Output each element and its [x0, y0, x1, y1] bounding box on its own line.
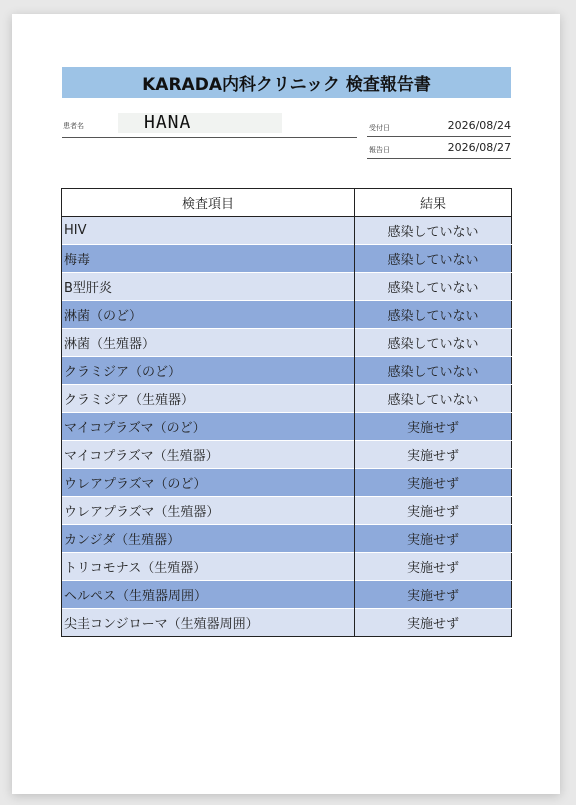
result-cell: 感染していない [355, 217, 512, 245]
result-cell: 感染していない [355, 301, 512, 329]
test-item-cell: 梅毒 [62, 245, 355, 273]
result-cell: 実施せず [355, 525, 512, 553]
test-item-cell: 淋菌（生殖器） [62, 329, 355, 357]
table-header-row [62, 189, 512, 217]
result-cell: 感染していない [355, 357, 512, 385]
header-result: 結果 [355, 189, 512, 217]
report-paper [12, 14, 560, 794]
table-row [62, 357, 512, 385]
test-item-cell: B型肝炎 [62, 273, 355, 301]
report-date-label: 報告日 [369, 146, 390, 154]
received-date-value: 2026/08/24 [447, 119, 511, 132]
result-cell: 感染していない [355, 245, 512, 273]
patient-name-label: 患者名 [63, 122, 84, 130]
test-item-cell: マイコプラズマ（のど） [62, 413, 355, 441]
patient-name-value: HANA [118, 113, 282, 133]
test-item-cell: HIV [62, 217, 355, 245]
test-item-cell: ヘルペス（生殖器周囲） [62, 581, 355, 609]
table-row [62, 273, 512, 301]
results-table [61, 188, 512, 637]
table-row [62, 441, 512, 469]
report-date-value: 2026/08/27 [447, 141, 511, 154]
test-item-cell: クラミジア（生殖器） [62, 385, 355, 413]
table-row [62, 525, 512, 553]
table-row [62, 609, 512, 637]
result-cell: 実施せず [355, 413, 512, 441]
results-body [62, 217, 512, 637]
result-cell: 実施せず [355, 553, 512, 581]
table-row [62, 553, 512, 581]
table-row [62, 469, 512, 497]
result-cell: 実施せず [355, 441, 512, 469]
table-row [62, 301, 512, 329]
received-date-row [367, 118, 511, 137]
table-row [62, 217, 512, 245]
table-row [62, 245, 512, 273]
patient-underline [62, 137, 357, 138]
table-row [62, 329, 512, 357]
table-row [62, 581, 512, 609]
result-cell: 実施せず [355, 469, 512, 497]
received-date-label: 受付日 [369, 124, 390, 132]
test-item-cell: マイコプラズマ（生殖器） [62, 441, 355, 469]
test-item-cell: カンジダ（生殖器） [62, 525, 355, 553]
test-item-cell: ウレアプラズマ（生殖器） [62, 497, 355, 525]
table-row [62, 497, 512, 525]
result-cell: 実施せず [355, 581, 512, 609]
test-item-cell: ウレアプラズマ（のど） [62, 469, 355, 497]
report-date-row [367, 140, 511, 159]
table-row [62, 385, 512, 413]
result-cell: 実施せず [355, 609, 512, 637]
test-item-cell: クラミジア（のど） [62, 357, 355, 385]
test-item-cell: トリコモナス（生殖器） [62, 553, 355, 581]
result-cell: 実施せず [355, 497, 512, 525]
result-cell: 感染していない [355, 329, 512, 357]
header-test-item: 検査項目 [62, 189, 355, 217]
test-item-cell: 尖圭コンジローマ（生殖器周囲） [62, 609, 355, 637]
result-cell: 感染していない [355, 385, 512, 413]
result-cell: 感染していない [355, 273, 512, 301]
report-title: KARADA内科クリニック 検査報告書 [62, 67, 511, 98]
test-item-cell: 淋菌（のど） [62, 301, 355, 329]
table-row [62, 413, 512, 441]
